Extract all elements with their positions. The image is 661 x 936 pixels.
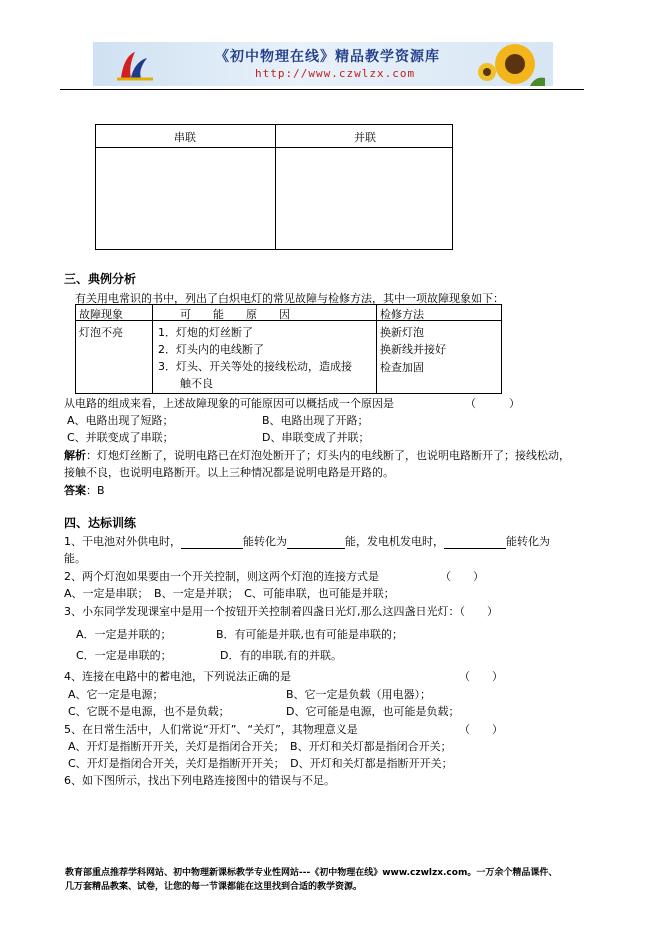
q1-tail: 能。 xyxy=(64,552,86,565)
q3-option-b: B．有可能是并联,也有可能是串联的； xyxy=(216,628,404,641)
q4-option-d: D、它可能是电源，也可能是负载； xyxy=(286,705,460,718)
answer-label: 答案 xyxy=(64,484,86,497)
cause-item: 2．灯头内的电线断了 xyxy=(158,343,264,356)
banner-title: 《初中物理在线》精品教学资源库 xyxy=(215,49,440,65)
q1-blank-1[interactable] xyxy=(181,537,243,549)
q4-option-b: B、它一定是负载（用电器）； xyxy=(286,688,432,701)
footer-line-2: 几万套精品教案、试卷，让您的每一节课都能在这里找到合适的教学资源。 xyxy=(65,882,363,892)
fix-item: 检查加固 xyxy=(380,361,424,374)
fault-cell: 灯泡不亮 xyxy=(79,326,123,339)
banner-url: http://www.czwlzx.com xyxy=(255,67,416,80)
section4-heading: 四、达标训练 xyxy=(64,516,137,530)
analysis-text: ：灯炮灯丝断了，说明电路已在灯泡处断开了；灯头内的电线断了，也说明电路断开了；接线松动， xyxy=(86,449,570,462)
question-text: 从电路的组成来看，上述故障现象的可能原因可以概括成一个原因是 xyxy=(64,397,394,410)
option-c: C、并联变成了串联； xyxy=(67,431,174,444)
q5-options-cd: C、开灯是指闭合开关，关灯是指断开开关； D、开灯和关灯都是指断开开关； xyxy=(68,757,453,770)
option-d: D、串联变成了并联； xyxy=(262,431,370,444)
q4-text: 4、连接在电路中的蓄电池，下列说法正确的是 xyxy=(64,670,291,683)
q1-part-b: 能转化为 xyxy=(243,535,287,548)
option-a: A、电路出现了短路； xyxy=(67,414,174,427)
q4-paren: （ ） xyxy=(459,670,503,683)
q5-paren: （ ） xyxy=(459,723,503,736)
cause-item: 1．灯炮的灯丝断了 xyxy=(158,326,253,339)
fault-table xyxy=(75,304,502,394)
section3-intro: 有关用电常识的书中，列出了白炽电灯的常见故障与检修方法，其中一项故障现象如下： xyxy=(75,292,504,305)
site-logo-icon xyxy=(115,48,155,85)
footer-line-1: 教育部重点推荐学科网站、初中物理新课标教学专业性网站---《初中物理在线》www.czwlzx.com。一万余个精品课件、 xyxy=(65,868,558,878)
q2-options: A、一定是串联； B、一定是并联； C、可能串联，也可能是并联； xyxy=(64,587,395,600)
q6-text: 6、如下图所示，找出下列电路连接图中的错误与不足。 xyxy=(64,774,335,787)
q3-option-c: C．一定是串联的； xyxy=(76,649,172,662)
q5-text: 5、在日常生活中，人们常说“开灯”、“关灯”，其物理意义是 xyxy=(64,723,358,736)
table-header-series: 串联 xyxy=(174,131,196,144)
answer-value: ：B xyxy=(86,484,105,497)
q1-line xyxy=(64,533,550,549)
analysis-label: 解析 xyxy=(64,449,86,462)
fault-table-header-cause: 可 能 原 因 xyxy=(180,308,290,321)
q1-part-a: 1、干电池对外供电时， xyxy=(64,535,181,548)
cause-item: 3．灯头、开关等处的接线松动，造成接 xyxy=(158,360,352,373)
fix-item: 换新线并接好 xyxy=(380,343,446,356)
answer-line xyxy=(64,482,105,498)
q1-blank-3[interactable] xyxy=(444,537,506,549)
q2-text: 2、两个灯泡如果要由一个开关控制，则这两个灯泡的连接方式是 xyxy=(64,570,379,583)
option-b: B、电路出现了开路； xyxy=(262,414,369,427)
q3-option-d: D．有的串联,有的并联。 xyxy=(220,649,342,662)
analysis-line-2: 接触不良，也说明电路断开。以上三种情况都是说明电路是开路的。 xyxy=(64,466,394,479)
q2-paren: （ ） xyxy=(440,570,484,583)
q1-part-d: 能转化为 xyxy=(506,535,550,548)
sunflower-icon xyxy=(475,42,545,86)
page-footer xyxy=(65,866,557,894)
fault-table-header-fault: 故障现象 xyxy=(79,308,123,321)
header-banner xyxy=(93,42,553,86)
table-header-parallel: 并联 xyxy=(354,131,376,144)
section3-heading: 三、典例分析 xyxy=(64,272,137,286)
q5-options-ab: A、开灯是指断开开关，关灯是指闭合开关； B、开灯和关灯都是指闭合开关； xyxy=(68,740,452,753)
series-parallel-table xyxy=(95,124,453,250)
q1-blank-2[interactable] xyxy=(287,537,345,549)
q4-option-a: A、它一定是电源； xyxy=(68,688,164,701)
cause-item: 触不良 xyxy=(180,377,213,390)
q3-text: 3、小东同学发现课室中是用一个按钮开关控制着四盏日光灯,那么这四盏日光灯：（ ） xyxy=(64,605,498,618)
fault-table-header-fix: 检修方法 xyxy=(380,308,424,321)
q1-part-c: 能，发电机发电时， xyxy=(345,535,444,548)
q4-option-c: C、它既不是电源，也不是负载； xyxy=(68,705,230,718)
fix-item: 换新灯泡 xyxy=(380,326,424,339)
q3-option-a: A．一定是并联的； xyxy=(76,628,172,641)
answer-paren: （ ） xyxy=(465,397,520,410)
analysis-line-1 xyxy=(64,447,570,463)
header-divider xyxy=(60,89,584,90)
